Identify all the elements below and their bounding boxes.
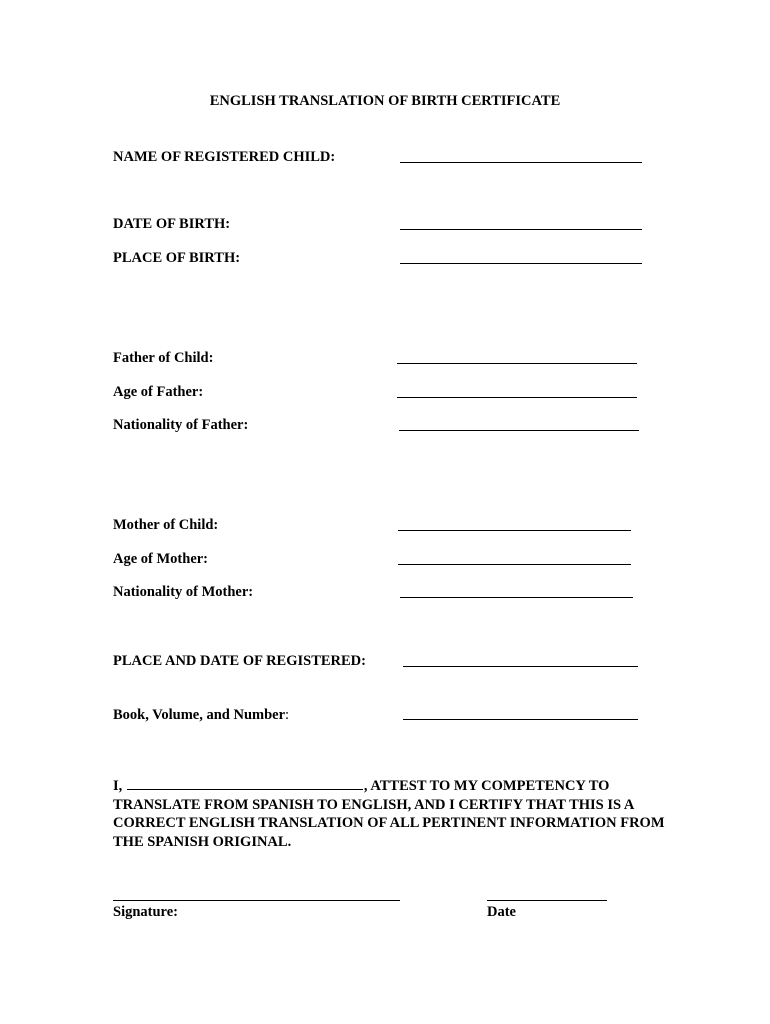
date-of-birth-label: DATE OF BIRTH: — [113, 216, 231, 232]
form-title: ENGLISH TRANSLATION OF BIRTH CERTIFICATE — [209, 93, 561, 109]
mother-name-label: Mother of Child: — [113, 517, 219, 533]
signature-label: Signature: — [113, 904, 178, 920]
father-nationality-label: Nationality of Father: — [113, 417, 249, 433]
date-label: Date — [487, 904, 516, 920]
translator-name-field[interactable] — [127, 777, 363, 790]
book-volume-number-text: Book, Volume, and Number — [113, 707, 286, 723]
father-age-label: Age of Father: — [113, 384, 204, 400]
father-nationality-field[interactable] — [399, 430, 639, 431]
place-date-registered-field[interactable] — [403, 666, 638, 667]
father-age-field[interactable] — [397, 397, 637, 398]
child-name-label: NAME OF REGISTERED CHILD: — [113, 149, 336, 165]
date-of-birth-field[interactable] — [400, 229, 642, 230]
attestation-prefix: I, — [113, 778, 123, 794]
father-name-field[interactable] — [397, 363, 637, 364]
child-name-field[interactable] — [400, 162, 642, 163]
attestation-paragraph — [113, 777, 673, 851]
mother-name-field[interactable] — [398, 530, 631, 531]
attestation-text: , ATTEST TO MY COMPETENCY TO TRANSLATE FROM SPANISH TO ENGLISH, AND I CERTIFY THAT THIS IS A CORRECT ENGLISH TRANSLATION OF ALL PERTINENT INFORMATION FROM THE SPANISH ORIGINAL. — [113, 778, 665, 850]
book-volume-number-colon: : — [285, 707, 290, 723]
mother-age-field[interactable] — [398, 564, 631, 565]
mother-nationality-label: Nationality of Mother: — [113, 584, 254, 600]
date-field[interactable] — [487, 900, 607, 901]
book-volume-number-label — [113, 706, 289, 724]
mother-nationality-field[interactable] — [400, 597, 633, 598]
place-of-birth-label: PLACE OF BIRTH: — [113, 250, 241, 266]
book-volume-number-field[interactable] — [403, 719, 638, 720]
father-name-label: Father of Child: — [113, 350, 214, 366]
signature-field[interactable] — [113, 900, 400, 901]
place-of-birth-field[interactable] — [400, 263, 642, 264]
mother-age-label: Age of Mother: — [113, 551, 209, 567]
place-date-registered-label: PLACE AND DATE OF REGISTERED: — [113, 653, 366, 669]
